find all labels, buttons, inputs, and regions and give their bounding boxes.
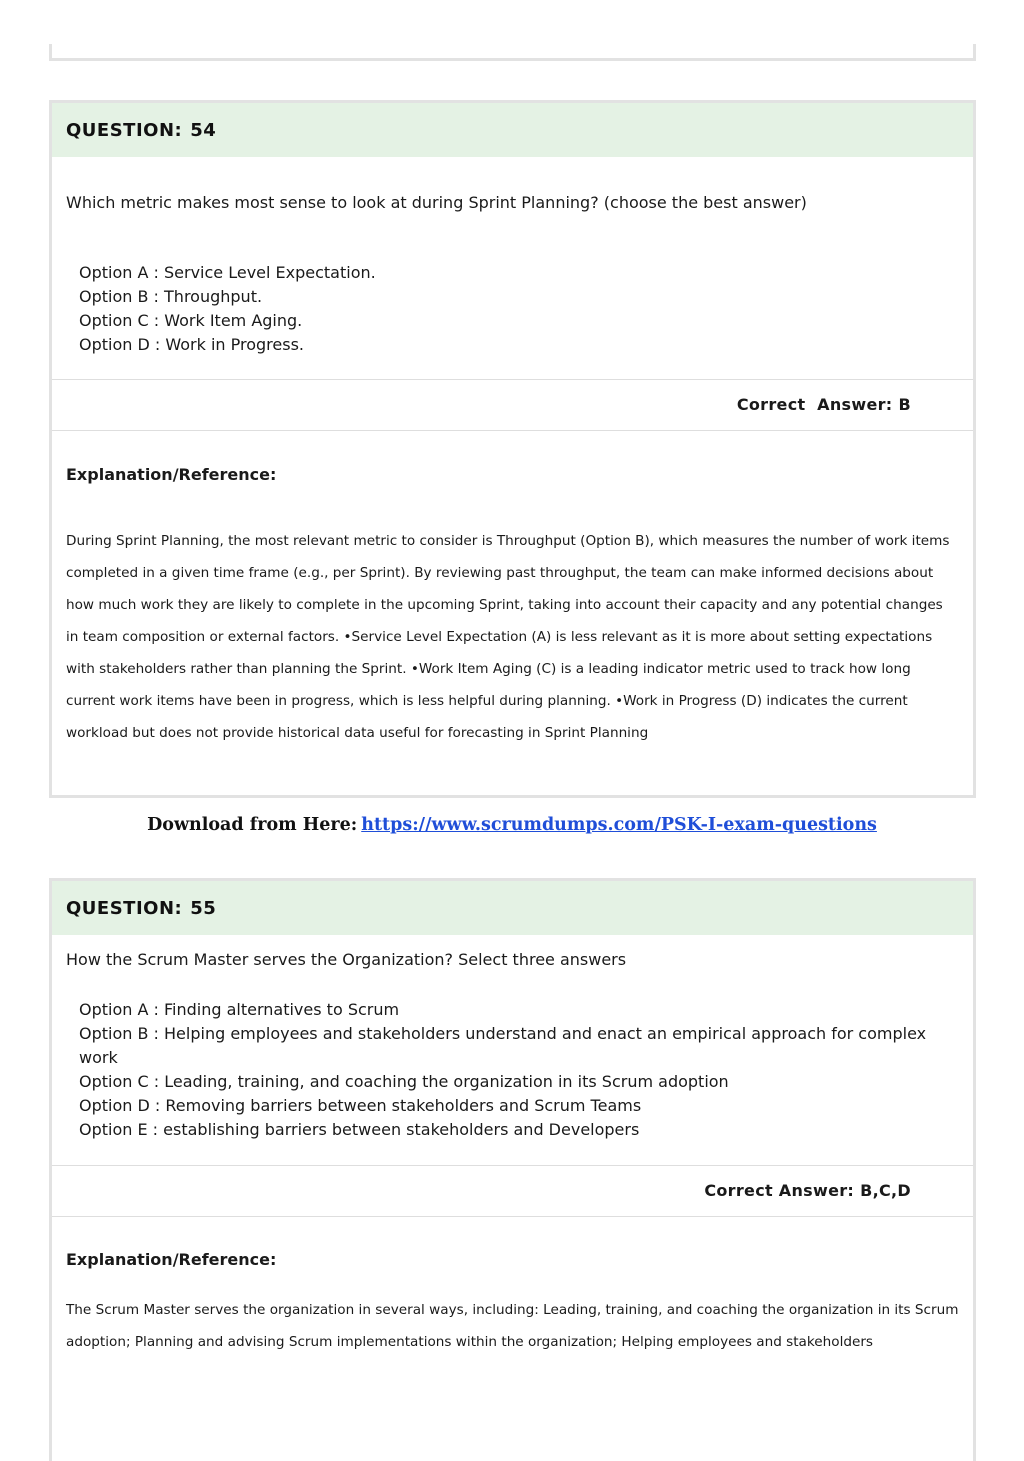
question-label: QUESTION: xyxy=(66,897,183,919)
explanation-text: During Sprint Planning, the most relevant metric to consider is Throughput (Option B), which measures the number of work items completed in a given time frame (e.g., per Sprint). By reviewing past throughput, the team can make informed decisions about how much work they are likely to complete in the upcoming Sprint, taking into account their capacity and any potential changes in team composition or external factors. •Service Level Expectation (A) is less relevant as it is more about setting expectations with stakeholders rather than planning the Sprint. •Work Item Aging (C) is a leading indicator metric used to track how long current work items have been in progress, which is less helpful during planning. •Work in Progress (D) indicates the current workload but does not provide historical data useful for forecasting in Sprint Planning xyxy=(66,533,950,741)
option-b: Option B : Helping employees and stakeholders understand and enact an empirical approach for complex work xyxy=(79,1024,927,1067)
divider xyxy=(52,430,973,431)
download-prefix: Download from Here: xyxy=(147,815,358,835)
question-text: Which metric makes most sense to look at during Sprint Planning? (choose the best answer) xyxy=(66,193,807,212)
divider xyxy=(52,1165,973,1166)
option-d: Option D : Removing barriers between stakeholders and Scrum Teams xyxy=(79,1096,642,1115)
option-c: Option C : Work Item Aging. xyxy=(79,311,303,330)
question-header xyxy=(52,881,973,935)
question-card-55 xyxy=(49,878,976,1461)
option-b: Option B : Throughput. xyxy=(79,287,263,306)
explanation-text: The Scrum Master serves the organization in several ways, including: Leading, training, and coaching the organization in its Scrum adoption; Planning and advising Scrum implementations within the organization; Helping employees and stakeholders xyxy=(66,1302,959,1350)
correct-answer-value: B,C,D xyxy=(860,1181,911,1200)
question-number: 54 xyxy=(190,119,217,141)
divider xyxy=(52,1216,973,1217)
download-line xyxy=(0,815,1024,835)
explanation-title: Explanation/Reference: xyxy=(66,1250,277,1269)
correct-answer-label: Correct Answer: xyxy=(736,395,893,414)
question-card-54 xyxy=(49,100,976,798)
option-d: Option D : Work in Progress. xyxy=(79,335,305,354)
options-list xyxy=(79,261,943,357)
option-e: Option E : establishing barriers between stakeholders and Developers xyxy=(79,1120,640,1139)
option-a: Option A : Finding alternatives to Scrum xyxy=(79,1000,400,1019)
correct-answer xyxy=(704,1181,911,1200)
explanation-title: Explanation/Reference: xyxy=(66,465,277,484)
option-c: Option C : Leading, training, and coaching the organization in its Scrum adoption xyxy=(79,1072,729,1091)
options-list xyxy=(79,998,943,1142)
question-header xyxy=(52,103,973,157)
question-number: 55 xyxy=(190,897,217,919)
option-a: Option A : Service Level Expectation. xyxy=(79,263,376,282)
correct-answer-label: Correct Answer: xyxy=(704,1181,855,1200)
previous-card-bottom xyxy=(49,44,976,61)
correct-answer xyxy=(737,395,911,414)
question-label: QUESTION: xyxy=(66,119,183,141)
correct-answer-value: B xyxy=(898,395,911,414)
question-text: How the Scrum Master serves the Organization? Select three answers xyxy=(66,950,627,969)
download-link[interactable]: https://www.scrumdumps.com/PSK-I-exam-questions xyxy=(361,815,877,835)
divider xyxy=(52,379,973,380)
